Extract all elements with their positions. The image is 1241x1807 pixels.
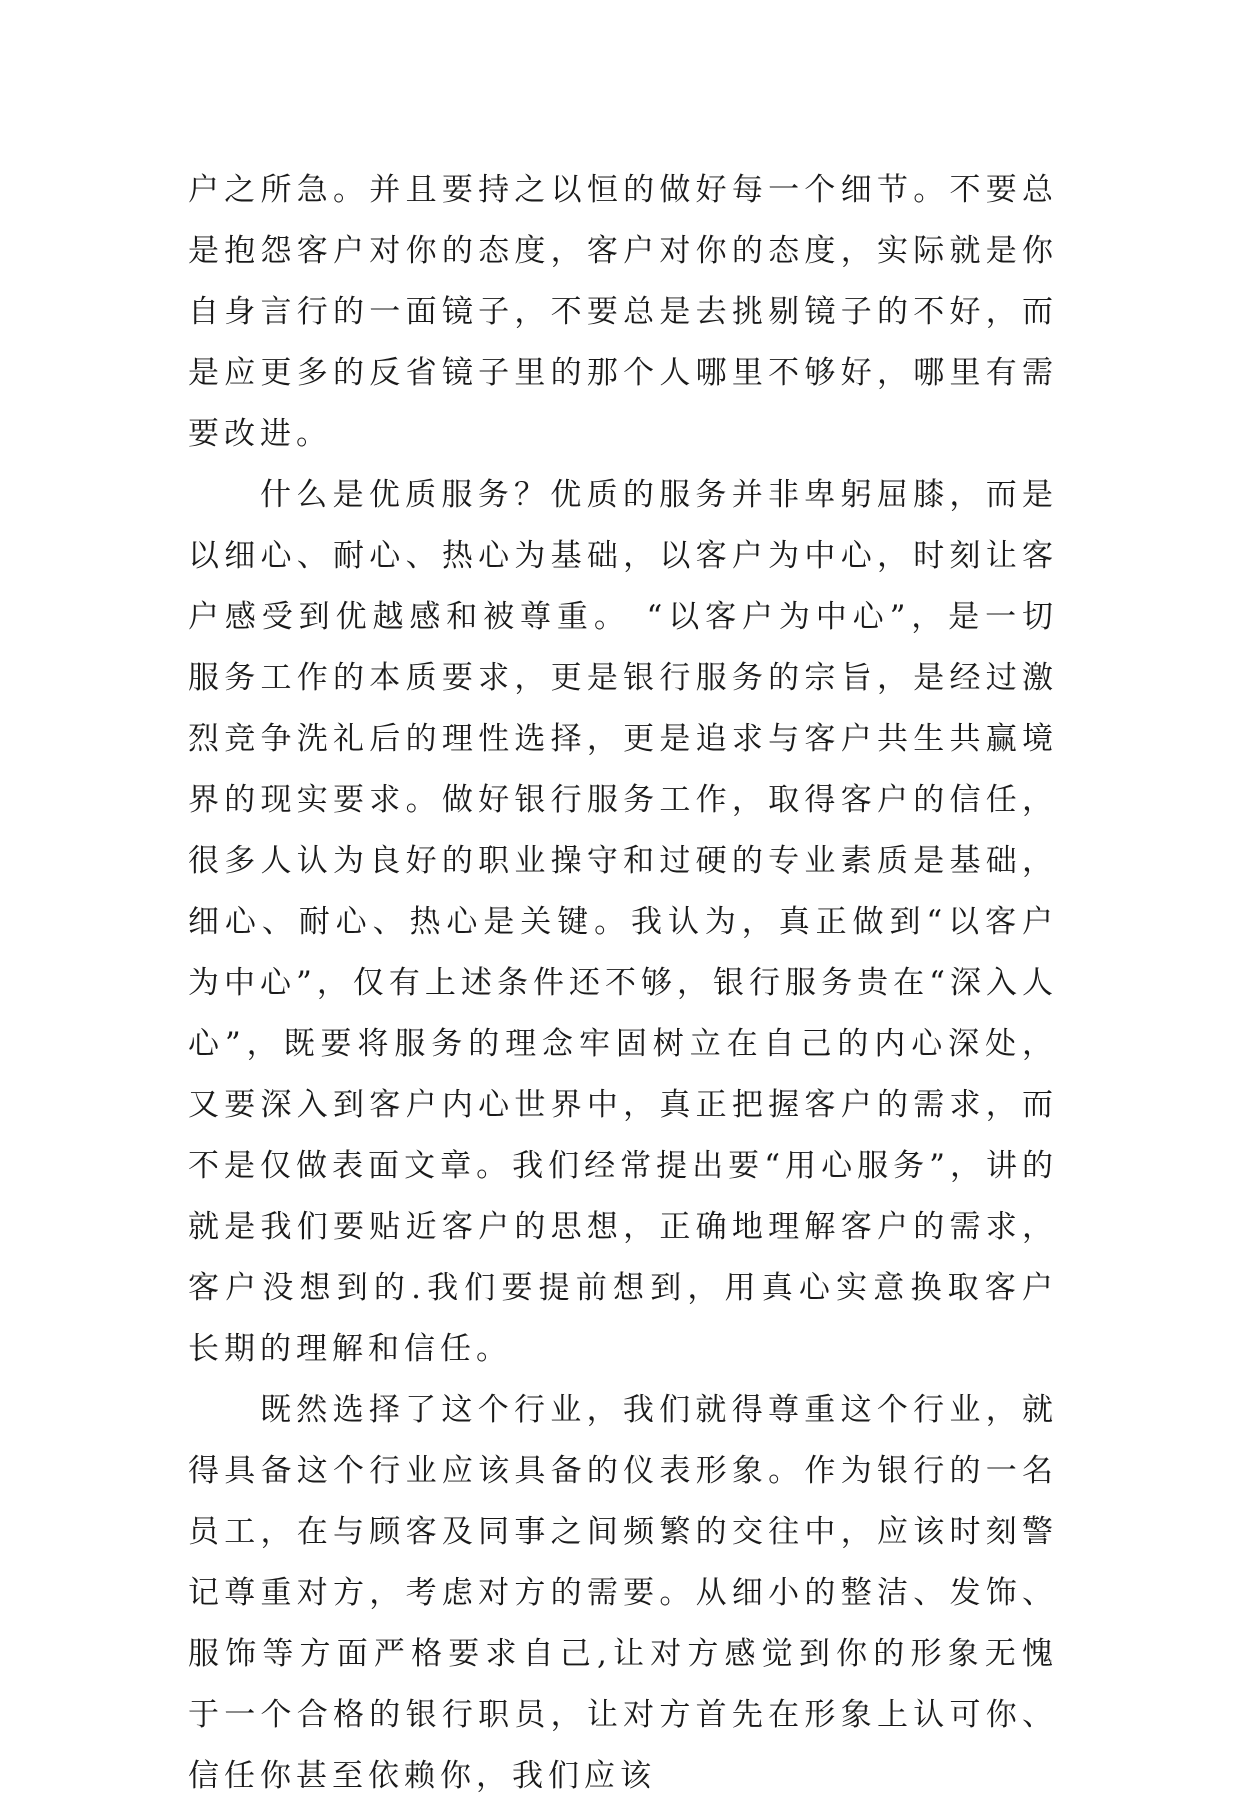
paragraph-3: 既然选择了这个行业，我们就得尊重这个行业，就得具备这个行业应该具备的仪表形象。作为银行的一名员工，在与顾客及同事之间频繁的交往中，应该时刻警记尊重对方，考虑对方的需要。从细小的整洁、发饰、服饰等方面严格要求自己,让对方感觉到你的形象无愧于一个合格的银行职员，让对方首先在形象上认可你、信任你甚至依赖你，我们应该 bbox=[188, 1392, 1058, 1794]
body-text bbox=[188, 160, 1058, 1807]
paragraph-1: 户之所急。并且要持之以恒的做好每一个细节。不要总是抱怨客户对你的态度，客户对你的态度，实际就是你自身言行的一面镜子，不要总是去挑剔镜子的不好，而是应更多的反省镜子里的那个人哪里不够好，哪里有需要改进。 bbox=[188, 172, 1058, 452]
paragraph-2: 什么是优质服务？优质的服务并非卑躬屈膝，而是以细心、耐心、热心为基础，以客户为中心，时刻让客户感受到优越感和被尊重。 “以客户为中心”，是一切服务工作的本质要求，更是银行服务的宗旨，是经过激烈竞争洗礼后的理性选择，更是追求与客户共生共赢境界的现实要求。做好银行服务工作，取得客户的信任，很多人认为良好的职业操守和过硬的专业素质是基础，细心、耐心、热心是关键。我认为，真正做到“以客户为中心”，仅有上述条件还不够，银行服务贵在“深入人心”，既要将服务的理念牢固树立在自己的内心深处，又要深入到客户内心世界中，真正把握客户的需求，而不是仅做表面文章。我们经常提出要“用心服务”，讲的就是我们要贴近客户的思想，正确地理解客户的需求，客户没想到的.我们要提前想到，用真心实意换取客户长期的理解和信任。 bbox=[188, 477, 1058, 1367]
